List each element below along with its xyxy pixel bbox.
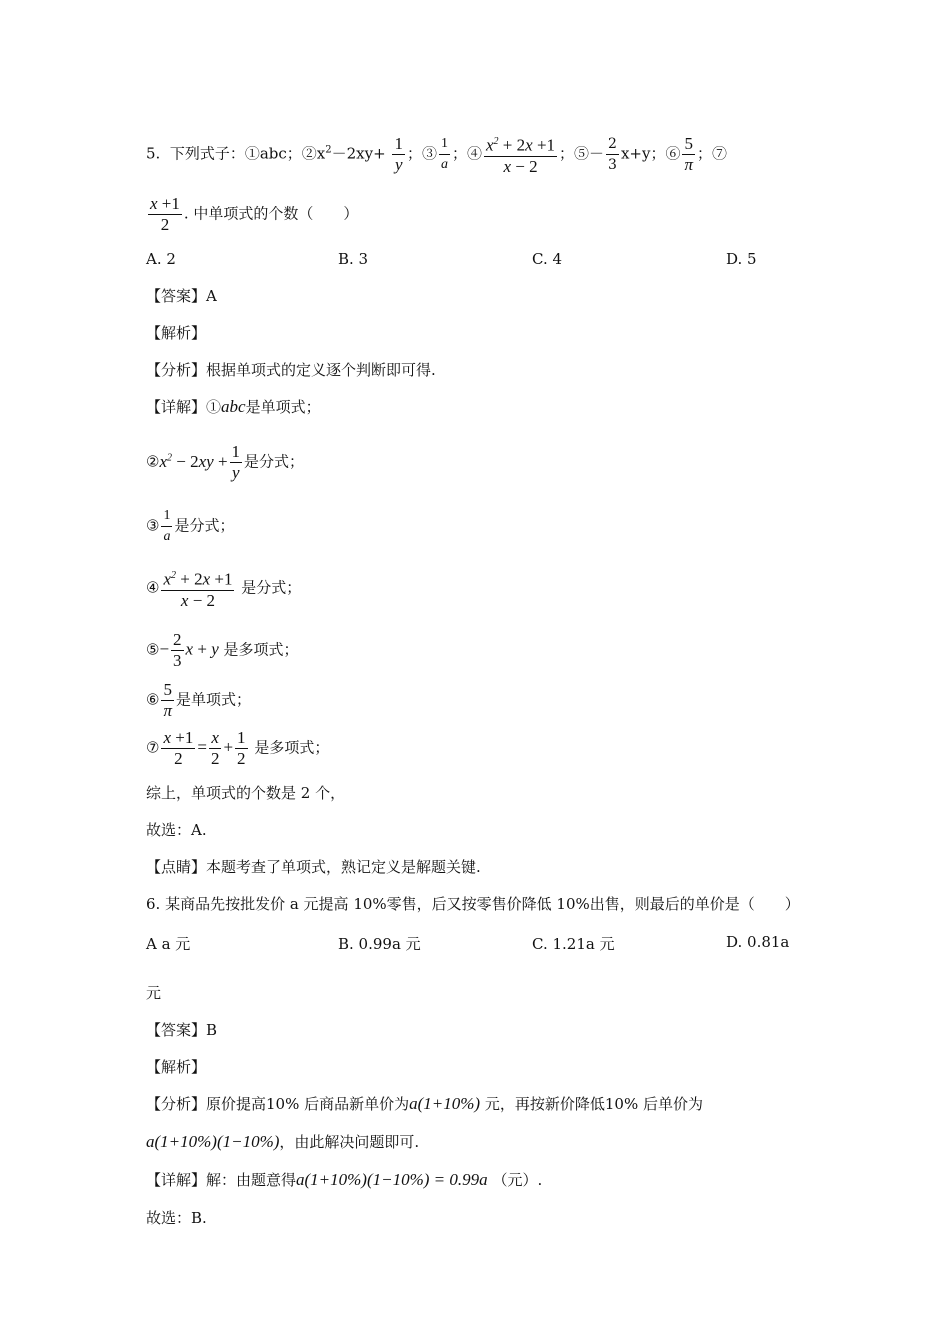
q5-option-d: D. 5: [726, 250, 757, 268]
q6-fenxi-2: a(1+10%)(1−10%)，由此解决问题即可.: [146, 1132, 420, 1151]
fraction-quadratic: $\frac{x^2 + 2x +1}{x - 2}$: [484, 132, 557, 177]
fraction-2-over-3: $\frac{2}{3}$: [608, 135, 617, 173]
q6-option-d-wrap: 元: [146, 984, 162, 1002]
fraction-1-over-y: $\frac{1}{y}$: [394, 133, 403, 174]
fraction-1-over-2: $\frac{1}{2}$: [237, 728, 246, 768]
q5-jiexi: 【解析】: [146, 324, 207, 342]
q5-option-a: A. 2: [146, 250, 176, 268]
q6-choose: 故选：B.: [146, 1209, 207, 1227]
q5-choose: 故选：A.: [146, 821, 207, 839]
q5-summary: 综上，单项式的个数是 2 个，: [146, 784, 346, 802]
fraction-x-over-2: $\frac{x}{2}$: [210, 728, 220, 768]
q5-option-b: B. 3: [338, 250, 369, 268]
q5-dianjing: 【点睛】本题考查了单项式，熟记定义是解题关键.: [146, 858, 481, 876]
q5-stem: 5. 下列式子：①abc；$②x^2-2xy+$ $\frac{1}{y}$ ；③ $\frac{1}{a}$ ；④ $\frac{x^2 + 2x +1}{x - 2}$ ；⑤－ $\frac{2}{3}$ x+y；⑥ $\frac{5}{\pi}$ ；⑦: [146, 133, 728, 176]
q6-stem: 6. 某商品先按批发价 a 元提高 10%零售，后又按零售价降低 10%出售，则最后的单价是（ ）: [146, 895, 800, 913]
q5-option-c: C. 4: [532, 250, 563, 268]
fraction-5-over-pi: $\frac{5}{\pi}$: [684, 133, 694, 174]
q6-option-c: C. 1.21a 元: [532, 935, 615, 953]
q6-option-d: D. 0.81a: [726, 933, 790, 951]
q5-fenxi: 【分析】根据单项式的定义逐个判断即可得.: [146, 361, 436, 379]
q5-stem-continued: $\frac{x +1}{2}$ . 中单项式的个数（ ）: [150, 194, 359, 234]
q6-detail: 【详解】解：由题意得a(1+10%)(1−10%) = 0.99a （元）.: [146, 1170, 543, 1189]
fraction-quadratic-detail: $\frac{x^2 + 2x +1}{x - 2}$: [161, 566, 234, 611]
q5-detail-2: $②x^2 - 2xy$ + $\frac{1}{y}$ 是分式；: [146, 442, 305, 482]
fraction-x-plus-1-over-2: $\frac{x +1}{2}$: [150, 194, 180, 234]
fraction-1-over-a: $\frac{1}{a}$: [440, 135, 448, 172]
q5-detail-6: ⑥ $\frac{5}{\pi}$ 是单项式；: [146, 680, 251, 720]
q5-detail-3: ③ $\frac{1}{a}$ 是分式；: [146, 506, 234, 547]
q5-detail-7: ⑦ $\frac{x +1}{2}$ = $\frac{x}{2}$ + $\frac{1}{2}$ 是多项式；: [146, 728, 330, 768]
fraction-2-over-3-detail: $\frac{2}{3}$: [173, 630, 182, 670]
q6-jiexi: 【解析】: [146, 1058, 207, 1076]
q5-detail-1: 【详解】①abc是单项式；: [146, 397, 321, 416]
fraction-1-over-a-detail: $\frac{1}{a}$: [163, 508, 171, 544]
fraction-1-over-y-detail: $\frac{1}{y}$: [231, 442, 241, 482]
fraction-x-plus-1-over-2-detail: $\frac{x +1}{2}$: [163, 728, 194, 768]
q5-detail-5: ⑤− $\frac{2}{3}$ x + y 是多项式；: [146, 630, 299, 670]
q6-answer: 【答案】B: [146, 1021, 218, 1039]
q6-option-b: B. 0.99a 元: [338, 935, 421, 953]
fraction-5-over-pi-detail: $\frac{5}{\pi}$: [163, 680, 172, 720]
q6-fenxi-1: 【分析】原价提高10% 后商品新单价为a(1+10%) 元，再按新价降低10% 后单价为: [146, 1094, 703, 1113]
q6-option-a: A a 元: [146, 935, 191, 953]
q5-answer: 【答案】A: [146, 287, 217, 305]
q5-detail-4: ④ $\frac{x^2 + 2x +1}{x - 2}$ 是分式；: [146, 566, 301, 611]
